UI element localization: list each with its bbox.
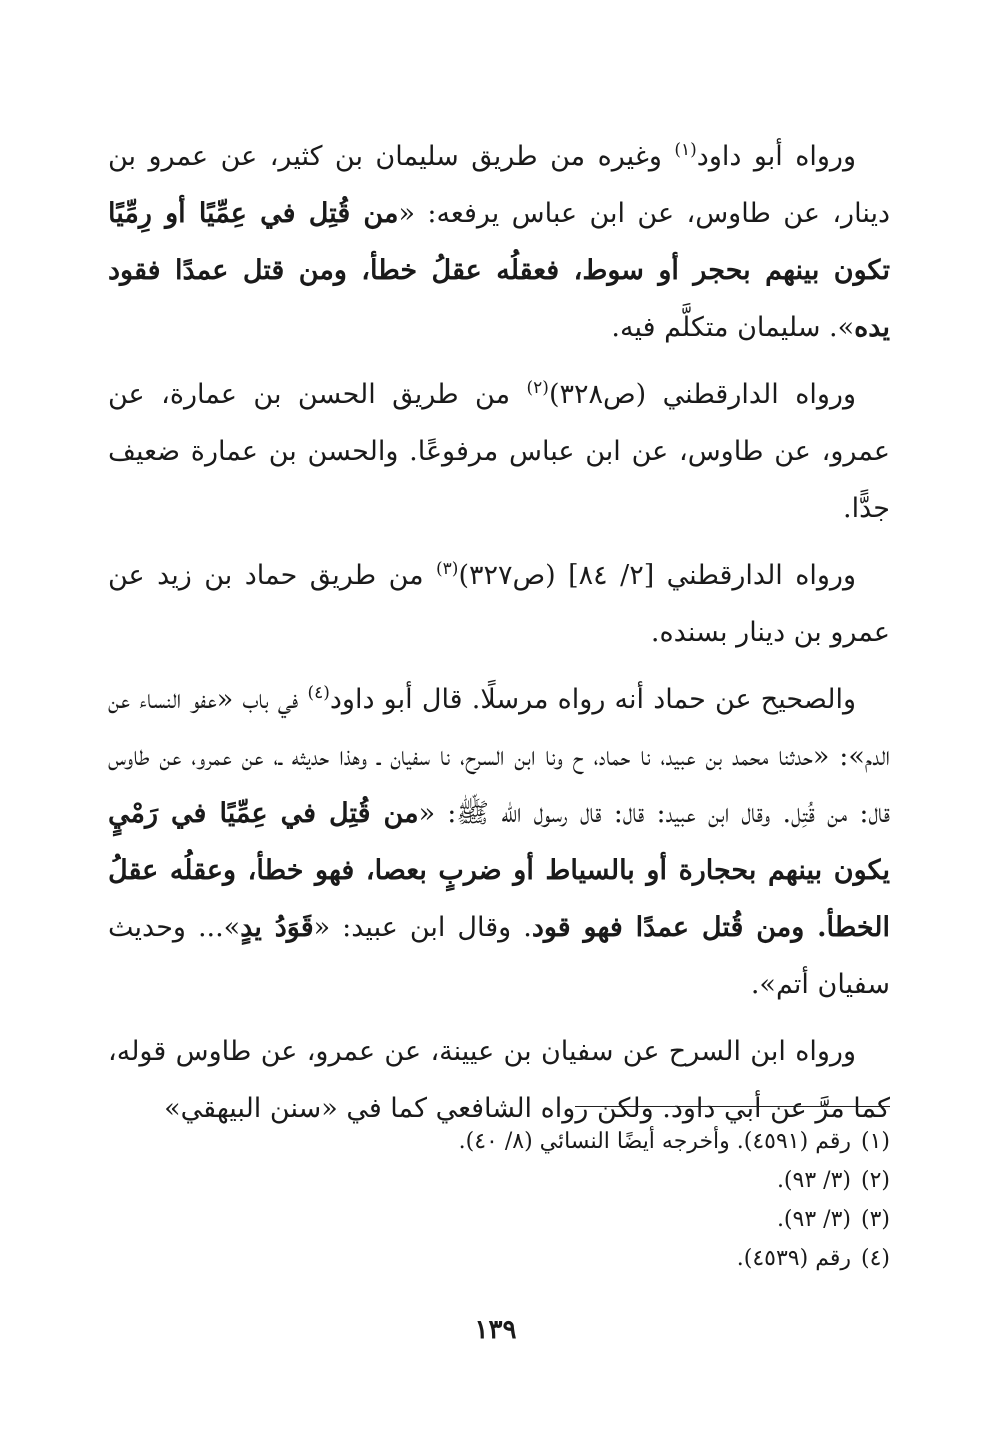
text-segment: وغيره من طريق سليمان بن كثير، عن عمرو بن دينار، عن طاوس، عن ابن عباس يرفعه: « xyxy=(108,141,891,229)
text-segment: ورواه أبو داود xyxy=(696,141,856,172)
footnote-text: (٣/ ٩٣). xyxy=(776,1207,851,1232)
text-segment: والصحيح عن حماد أنه رواه مرسلًا. قال أبو داود xyxy=(329,684,856,715)
hadith-quote: من قُتِل في عِمِّيًا في رَمْيٍ يكون بينهم بحجارة أو بالسياط أو ضربٍ بعصا، فهو خطأ، وعقلُه عقلُ الخطأ. ومن قُتل عمدًا فهو قود xyxy=(108,798,891,943)
footnote-number: (٢) xyxy=(860,1168,890,1193)
footnote-number: (٤) xyxy=(860,1246,890,1271)
text-segment: ». سليمان متكلَّم فيه. xyxy=(611,312,855,343)
footnote xyxy=(290,1200,890,1239)
text-segment: في باب «عفو النساء عن الدم»: «حدثنا محمد بن عبيد، نا حماد، ح ونا ابن السرح، نا سفيان ـ وهذا حديثه ـ، عن عمرو، عن طاوس قال: من قُتِل. وقال ابن عبيد: قال: قال رسول الله ﷺ: « xyxy=(108,684,890,829)
paragraph xyxy=(108,671,890,1013)
text-segment: . وقال ابن عبيد: « xyxy=(313,912,532,943)
footnote-number: (١) xyxy=(860,1129,890,1154)
text-segment: ورواه الدارقطني [٢/ ٨٤] (ص٣٢٧) xyxy=(458,560,857,591)
footnote xyxy=(290,1161,890,1200)
footnote-ref: (٤) xyxy=(307,683,330,703)
footnote-ref: (١) xyxy=(674,140,697,160)
page-number: ١٣٩ xyxy=(474,1315,517,1345)
paragraph xyxy=(108,547,890,661)
paragraph xyxy=(108,1023,890,1137)
footnote-ref: (٣) xyxy=(436,559,459,579)
footnote-separator xyxy=(575,1106,890,1107)
hadith-quote: قَوَدُ يدٍ xyxy=(240,912,314,943)
paragraph xyxy=(108,128,890,356)
footnotes xyxy=(290,1122,890,1278)
footnote xyxy=(290,1122,890,1161)
text-segment: ورواه الدارقطني (ص٣٢٨) xyxy=(548,379,856,410)
text-segment: من طريق الحسن بن عمارة، عن عمرو، عن طاوس، عن ابن عباس مرفوعًا. والحسن بن عمارة ضعيف جدًّا. xyxy=(108,379,890,524)
text-segment: »... وحديث سفيان أتم». xyxy=(108,912,890,1000)
footnote-text: رقم (٤٥٩١). وأخرجه أيضًا النسائي (٨/ ٤٠). xyxy=(458,1129,851,1154)
main-text xyxy=(108,128,890,1147)
footnote-number: (٣) xyxy=(860,1207,890,1232)
text-segment: من طريق حماد بن زيد عن عمرو بن دينار بسنده. xyxy=(108,560,890,648)
text-segment: ورواه ابن السرح عن سفيان بن عيينة، عن عمرو، عن طاوس قوله، كما مرَّ عن أبي داود. ولكن رواه الشافعي كما في «سنن البيهقي» xyxy=(108,1036,890,1124)
footnote-text: (٣/ ٩٣). xyxy=(776,1168,851,1193)
footnote-ref: (٢) xyxy=(526,378,549,398)
hadith-quote: من قُتِل في عِمِّيًا أو رِمِّيًا تكون بينهم بحجر أو سوط، فعقلُه عقلُ خطأ، ومن قتل عمدًا فقود يده xyxy=(108,198,890,343)
footnote xyxy=(290,1239,890,1278)
footnote-text: رقم (٤٥٣٩). xyxy=(736,1246,851,1271)
paragraph xyxy=(108,366,890,537)
